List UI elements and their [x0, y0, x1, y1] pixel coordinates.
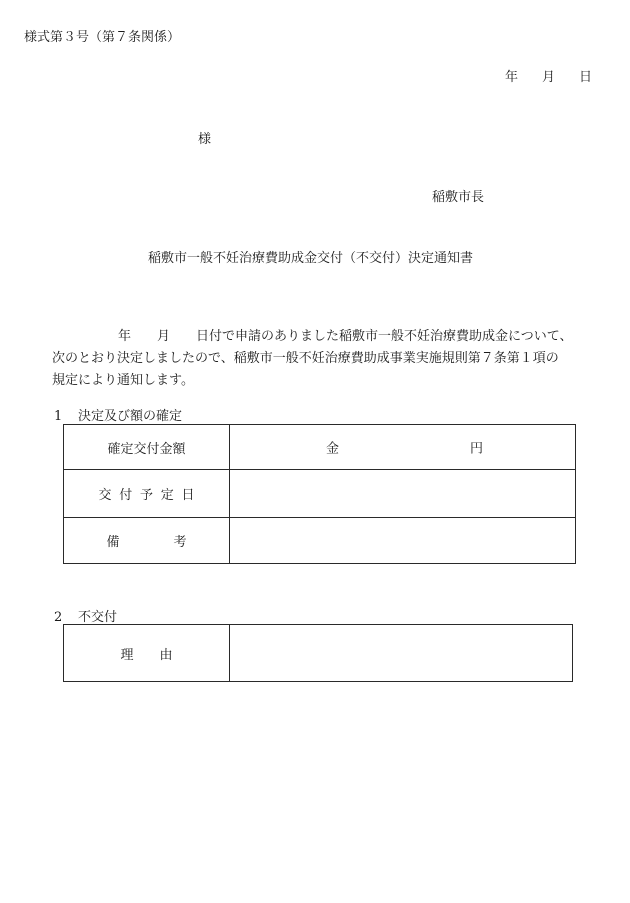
- amount-value-cell[interactable]: [230, 425, 576, 470]
- amount-label-cell: [64, 425, 230, 470]
- table-row: [64, 425, 576, 470]
- document-title: 稲敷市一般不妊治療費助成金交付（不交付）決定通知書: [148, 251, 474, 266]
- body-year-label: 年: [118, 329, 132, 344]
- remarks-label: 備考: [106, 535, 187, 550]
- amount-prefix: 金: [326, 441, 340, 457]
- date-month-label: 月: [541, 70, 555, 85]
- table-row: [64, 625, 573, 682]
- date-day-label: 日: [578, 70, 592, 85]
- scheduled-date-label-cell: [64, 470, 230, 518]
- body-line-3: 規定により通知します。: [52, 373, 194, 388]
- remarks-value-cell[interactable]: [230, 518, 576, 564]
- body-line-2: 次のとおり決定しましたので、稲敷市一般不妊治療費助成事業実施規則第７条第１項の: [52, 351, 559, 366]
- date-line: [505, 66, 592, 85]
- scheduled-date-label: 交付予定日: [98, 488, 195, 503]
- non-grant-table: [63, 624, 573, 682]
- section-2-number: 2: [54, 610, 63, 625]
- section-1-title: 決定及び額の確定: [78, 409, 183, 424]
- section-1-heading: [54, 405, 182, 424]
- table-row: [64, 470, 576, 518]
- scheduled-date-value-cell[interactable]: [230, 470, 576, 518]
- reason-label: 理由: [120, 647, 173, 663]
- amount-suffix: 円: [470, 441, 484, 457]
- form-number: 様式第３号（第７条関係）: [24, 30, 181, 45]
- body-line-1-text: 日付で申請のありました稲敷市一般不妊治療費助成金について、: [196, 329, 573, 344]
- reason-value-cell[interactable]: [230, 625, 573, 682]
- section-2-title: 不交付: [78, 610, 118, 625]
- amount-label: 確定交付金額: [107, 441, 186, 457]
- body-month-label: 月: [157, 329, 171, 344]
- table-row: [64, 518, 576, 564]
- recipient-suffix: 様: [198, 132, 212, 147]
- decision-table: [63, 424, 576, 564]
- section-1-number: 1: [54, 409, 63, 424]
- body-line-1: [118, 325, 573, 344]
- reason-label-cell: [64, 625, 230, 682]
- section-2-heading: [54, 606, 117, 625]
- issuer: 稲敷市長: [432, 190, 485, 205]
- remarks-label-cell: [64, 518, 230, 564]
- date-year-label: 年: [504, 70, 518, 85]
